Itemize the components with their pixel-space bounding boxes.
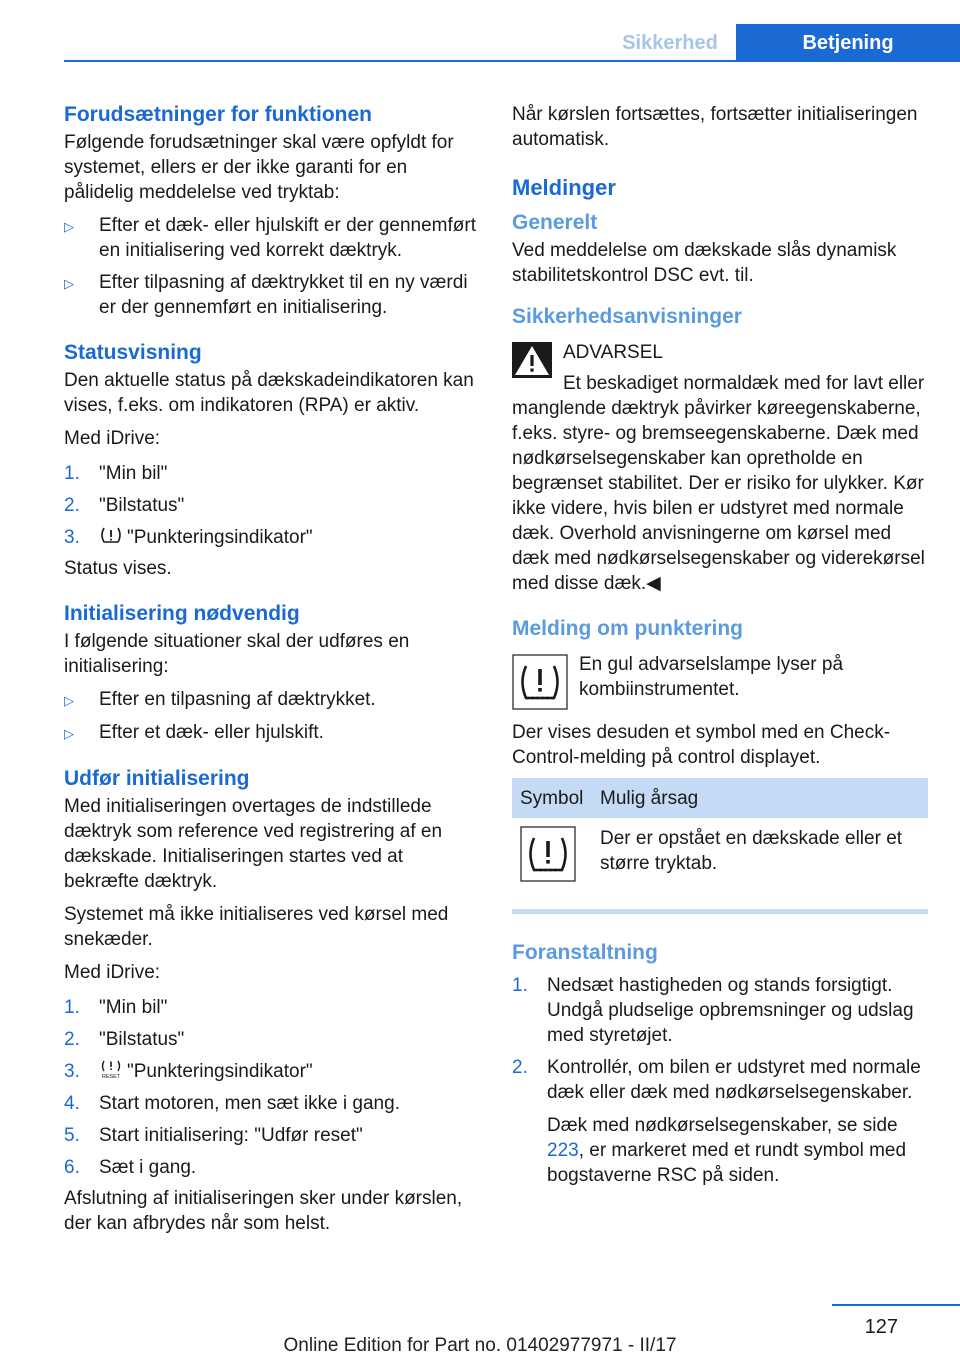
triangle-bullet-icon: ▷ xyxy=(64,219,74,234)
tire-pressure-warning-icon xyxy=(512,654,568,710)
status-steps xyxy=(64,461,479,550)
tab-betjening[interactable]: Betjening xyxy=(736,24,960,62)
heading-safety-notes: Sikkerhedsanvisninger xyxy=(512,305,742,328)
right-column xyxy=(512,102,927,1194)
list-item: 1. "Min bil" xyxy=(64,997,168,1018)
warning-title: ADVARSEL xyxy=(563,342,663,363)
warning-text: Et beskadiget normaldæk med for lavt eller manglende dæktryk påvirker køreegenskaberne, f.eks. styre- og bremseegenskaberne. Dæk med nødkørselsegenskaber kan opretholde en begrænset stabilitet. Der er risiko for ulykker. Kør ikke videre, hvis bilen er udstyret med normale dæk. Overhold anvisningerne om kørsel med dæk med nødkørselsegenskaber og viderekørsel med disse dæk.◀ xyxy=(512,373,925,594)
list-item: ▷ Efter et dæk- eller hjulskift. xyxy=(64,720,479,746)
left-column xyxy=(64,102,479,1236)
step-note: Dæk med nødkørselsegenskaber, se side 223, er markeret med et rundt symbol med bogstaverne RSC på siden. xyxy=(547,1115,907,1186)
heading-measures: Foranstaltning xyxy=(512,941,658,964)
init-needed-list xyxy=(64,687,479,746)
status-text: Den aktuelle status på dækskadeindikatoren kan vises, f.eks. om indikatoren (RPA) er aktiv. xyxy=(64,370,474,416)
prerequisites-list xyxy=(64,213,479,320)
tire-pressure-icon xyxy=(99,526,123,545)
perform-init-steps xyxy=(64,995,479,1180)
idrive-label: Med iDrive: xyxy=(64,428,161,449)
init-needed-text: I følgende situationer skal der udføres en initialisering: xyxy=(64,631,410,677)
list-item: 2. "Bilstatus" xyxy=(64,1029,185,1050)
idrive-label: Med iDrive: xyxy=(64,962,161,983)
table-bottom-rule xyxy=(512,909,928,914)
symbol-cell xyxy=(512,818,592,903)
continue-text: Når kørslen fortsættes, fortsætter initialiseringen automatisk. xyxy=(512,104,918,150)
list-item: 2. Kontrollér, om bilen er udstyret med normale dæk eller dæk med nødkørselsegenskaber. xyxy=(512,1057,921,1103)
measures-steps xyxy=(512,973,927,1188)
init-completion-text: Afslutning af initialiseringen sker under kørslen, der kan afbrydes når som helst. xyxy=(64,1188,463,1234)
heading-messages: Meldinger xyxy=(512,175,616,200)
list-item: ▷ Efter en tilpasning af dæktrykket. xyxy=(64,687,479,713)
edition-footer: Online Edition for Part no. 01402977971 - II/17 xyxy=(283,1335,677,1356)
svg-text:RESET: RESET xyxy=(101,1074,121,1079)
heading-puncture-message: Melding om punktering xyxy=(512,617,743,640)
page-link[interactable]: 223 xyxy=(547,1140,579,1161)
page-number: 127 xyxy=(864,1316,898,1338)
list-item: 6. Sæt i gang. xyxy=(64,1157,197,1178)
list-item: ▷ Efter et dæk- eller hjulskift er der gennemført en initialisering ved korrekt dæktryk. xyxy=(64,215,476,261)
warning-box xyxy=(512,340,927,596)
prerequisites-text: Følgende forudsætninger skal være opfyldt for systemet, ellers er der ikke garanti for en pålidelig meddelelse ved tryktab: xyxy=(64,132,454,203)
perform-init-text-2: Systemet må ikke initialiseres ved kørsel med snekæder. xyxy=(64,904,449,950)
page-number-rule xyxy=(832,1304,960,1306)
table-row xyxy=(512,818,928,903)
puncture-text: Der vises desuden et symbol med en Check-Control-melding på control displayet. xyxy=(512,722,891,768)
tab-sikkerhed[interactable]: Sikkerhed xyxy=(622,32,718,54)
warning-triangle-icon xyxy=(512,342,552,378)
heading-status-display: Statusvisning xyxy=(64,341,202,364)
triangle-bullet-icon: ▷ xyxy=(64,693,74,708)
list-item: 3. RESET "Punkteringsindikator" xyxy=(64,1061,313,1082)
list-item: 1. "Min bil" xyxy=(64,463,168,484)
list-item: 5. Start initialisering: "Udfør reset" xyxy=(64,1125,363,1146)
heading-general: Generelt xyxy=(512,211,598,234)
general-text: Ved meddelelse om dækskade slås dynamisk stabilitetskontrol DSC evt. til. xyxy=(512,240,897,286)
list-item: 2. "Bilstatus" xyxy=(64,495,185,516)
header-rule xyxy=(64,60,736,62)
tire-pressure-warning-icon xyxy=(520,826,576,882)
list-item: 4. Start motoren, men sæt ikke i gang. xyxy=(64,1093,400,1114)
heading-perform-init: Udfør initialisering xyxy=(64,767,250,790)
list-item: 1. Nedsæt hastigheden og stands forsigtigt. Undgå pludselige opbremsninger og udslag med styretøjet. xyxy=(512,975,914,1046)
symbol-table xyxy=(512,778,928,903)
column-header-symbol: Symbol xyxy=(512,778,592,818)
column-header-cause: Mulig årsag xyxy=(592,778,928,818)
triangle-bullet-icon: ▷ xyxy=(64,276,74,291)
table-header-row xyxy=(512,778,928,818)
list-item: 3. "Punkteringsindikator" xyxy=(64,527,313,548)
list-item: ▷ Efter tilpasning af dæktrykket til en ny værdi er der gennemført en initialisering. xyxy=(64,272,468,318)
status-shown-text: Status vises. xyxy=(64,558,172,579)
triangle-bullet-icon: ▷ xyxy=(64,726,74,741)
cause-cell: Der er opstået en dækskade eller et større tryktab. xyxy=(600,828,903,874)
heading-init-needed: Initialisering nødvendig xyxy=(64,602,300,625)
puncture-lamp-text: En gul advarselslampe lyser på kombiinstrumentet. xyxy=(579,654,844,700)
puncture-lamp-row xyxy=(512,652,927,710)
tire-reset-icon xyxy=(99,1060,123,1079)
perform-init-text-1: Med initialiseringen overtages de indstillede dæktryk som reference ved registrering af en dækskade. Initialiseringen startes ved at bekræfte dæktryk. xyxy=(64,796,443,892)
heading-prerequisites: Forudsætninger for funktionen xyxy=(64,103,372,126)
